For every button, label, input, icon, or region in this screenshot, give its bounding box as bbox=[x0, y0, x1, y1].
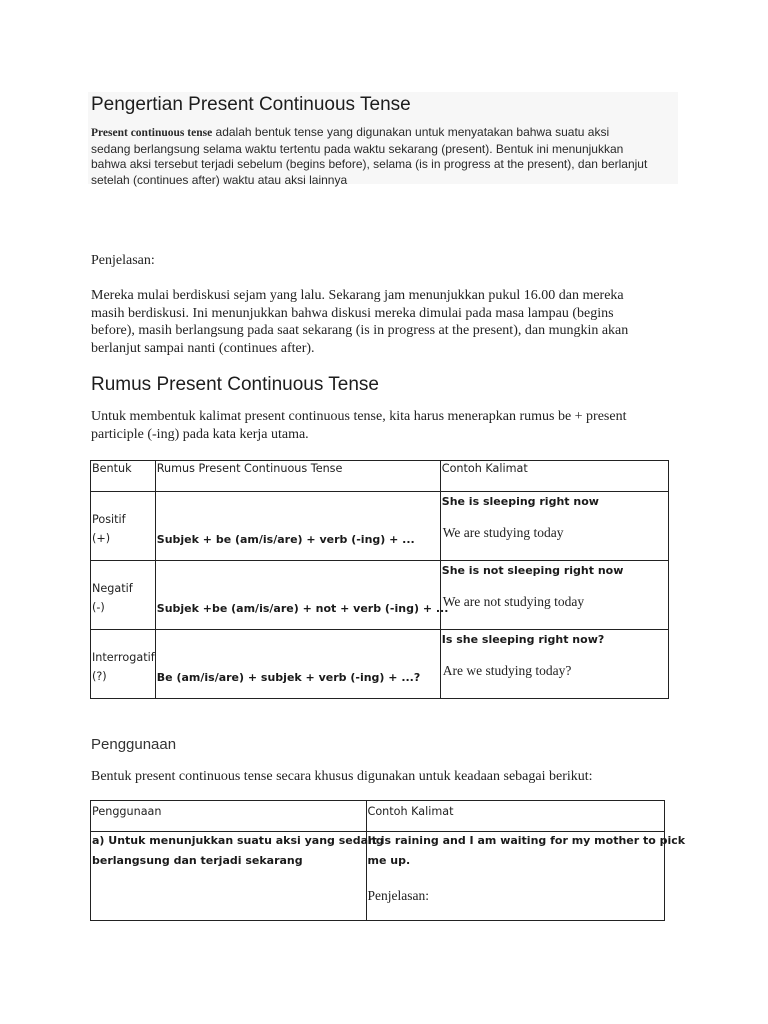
table-row bbox=[91, 561, 669, 630]
table-header: Contoh Kalimat bbox=[441, 462, 528, 475]
formula: Subjek + be (am/is/are) + verb (-ing) + ... bbox=[156, 533, 415, 546]
usage-text: berlangsung dan terjadi sekarang bbox=[92, 854, 303, 867]
formula: Be (am/is/are) + subjek + verb (-ing) + ...? bbox=[156, 671, 421, 684]
rumus-intro bbox=[91, 408, 626, 443]
intro-line2: sedang berlangsung selama waktu tertentu pada waktu sekarang (present). Bentuk ini menunjukkan bbox=[91, 141, 624, 156]
example-sentence: We are studying today bbox=[442, 525, 564, 540]
example-sentence: Is she sleeping right now? bbox=[441, 633, 605, 646]
page-title: Pengertian Present Continuous Tense bbox=[91, 94, 411, 115]
example-sentence: Are we studying today? bbox=[442, 663, 572, 678]
section-heading-rumus: Rumus Present Continuous Tense bbox=[91, 374, 379, 395]
explanation-line: berlanjut sampai nanti (continues after). bbox=[91, 340, 315, 356]
form-sign: (?) bbox=[92, 670, 107, 683]
form-name: Negatif bbox=[92, 582, 133, 595]
explanation-paragraph bbox=[91, 287, 628, 357]
formula-table bbox=[90, 460, 669, 699]
form-name: Positif bbox=[92, 513, 126, 526]
explanation-line: masih berdiskusi. Ini menunjukkan bahwa diskusi mereka dimulai pada masa lampau (begins bbox=[91, 305, 614, 321]
intro-line3: bahwa aksi tersebut terjadi sebelum (begins before), selama (is in progress at the present), dan berlanjut bbox=[91, 157, 648, 171]
form-name: Interrogatif bbox=[92, 651, 155, 664]
table-header: Rumus Present Continuous Tense bbox=[156, 462, 343, 475]
table-header: Penggunaan bbox=[92, 805, 162, 818]
usage-text: a) Untuk menunjukkan suatu aksi yang sedang bbox=[92, 834, 384, 847]
form-sign: (-) bbox=[92, 601, 105, 614]
table-header: Bentuk bbox=[92, 462, 132, 475]
table-header-row bbox=[91, 461, 669, 492]
form-sign: (+) bbox=[92, 532, 111, 545]
table-header: Contoh Kalimat bbox=[367, 805, 454, 818]
example-sentence: It is raining and I am waiting for my mother to pick bbox=[367, 834, 686, 847]
section-heading-penggunaan: Penggunaan bbox=[91, 736, 177, 753]
usage-table bbox=[90, 800, 686, 921]
usage-intro: Bentuk present continuous tense secara khusus digunakan untuk keadaan sebagai berikut: bbox=[91, 769, 593, 784]
table-row bbox=[91, 630, 669, 699]
explanation-line: Mereka mulai berdiskusi sejam yang lalu. Sekarang jam menunjukkan pukul 16.00 dan mereka bbox=[91, 288, 624, 303]
table-header-row bbox=[91, 801, 665, 832]
example-sentence: me up. bbox=[367, 854, 411, 867]
intro-term: Present continuous tense bbox=[91, 127, 213, 139]
explanation-line: before), masih berlangsung pada saat sekarang (is in progress at the present), dan mungkin akan bbox=[91, 323, 629, 338]
example-sentence: She is sleeping right now bbox=[441, 495, 599, 508]
intro-line4: setelah (continues after) waktu atau aksi lainnya bbox=[91, 172, 348, 187]
penjelasan-label: Penjelasan: bbox=[91, 253, 155, 268]
intro-paragraph bbox=[91, 125, 675, 188]
formula: Subjek +be (am/is/are) + not + verb (-ing) + ... bbox=[156, 602, 449, 615]
rumus-intro-line: participle (-ing) pada kata kerja utama. bbox=[91, 426, 309, 442]
table-row bbox=[91, 492, 669, 561]
explanation-label: Penjelasan: bbox=[367, 888, 429, 903]
table-row bbox=[91, 832, 665, 921]
example-sentence: She is not sleeping right now bbox=[441, 564, 624, 577]
intro-line1: adalah bentuk tense yang digunakan untuk menyatakan bahwa suatu aksi bbox=[212, 125, 610, 139]
rumus-intro-line: Untuk membentuk kalimat present continuous tense, kita harus menerapkan rumus be + present bbox=[91, 409, 627, 424]
example-sentence: We are not studying today bbox=[442, 594, 585, 609]
